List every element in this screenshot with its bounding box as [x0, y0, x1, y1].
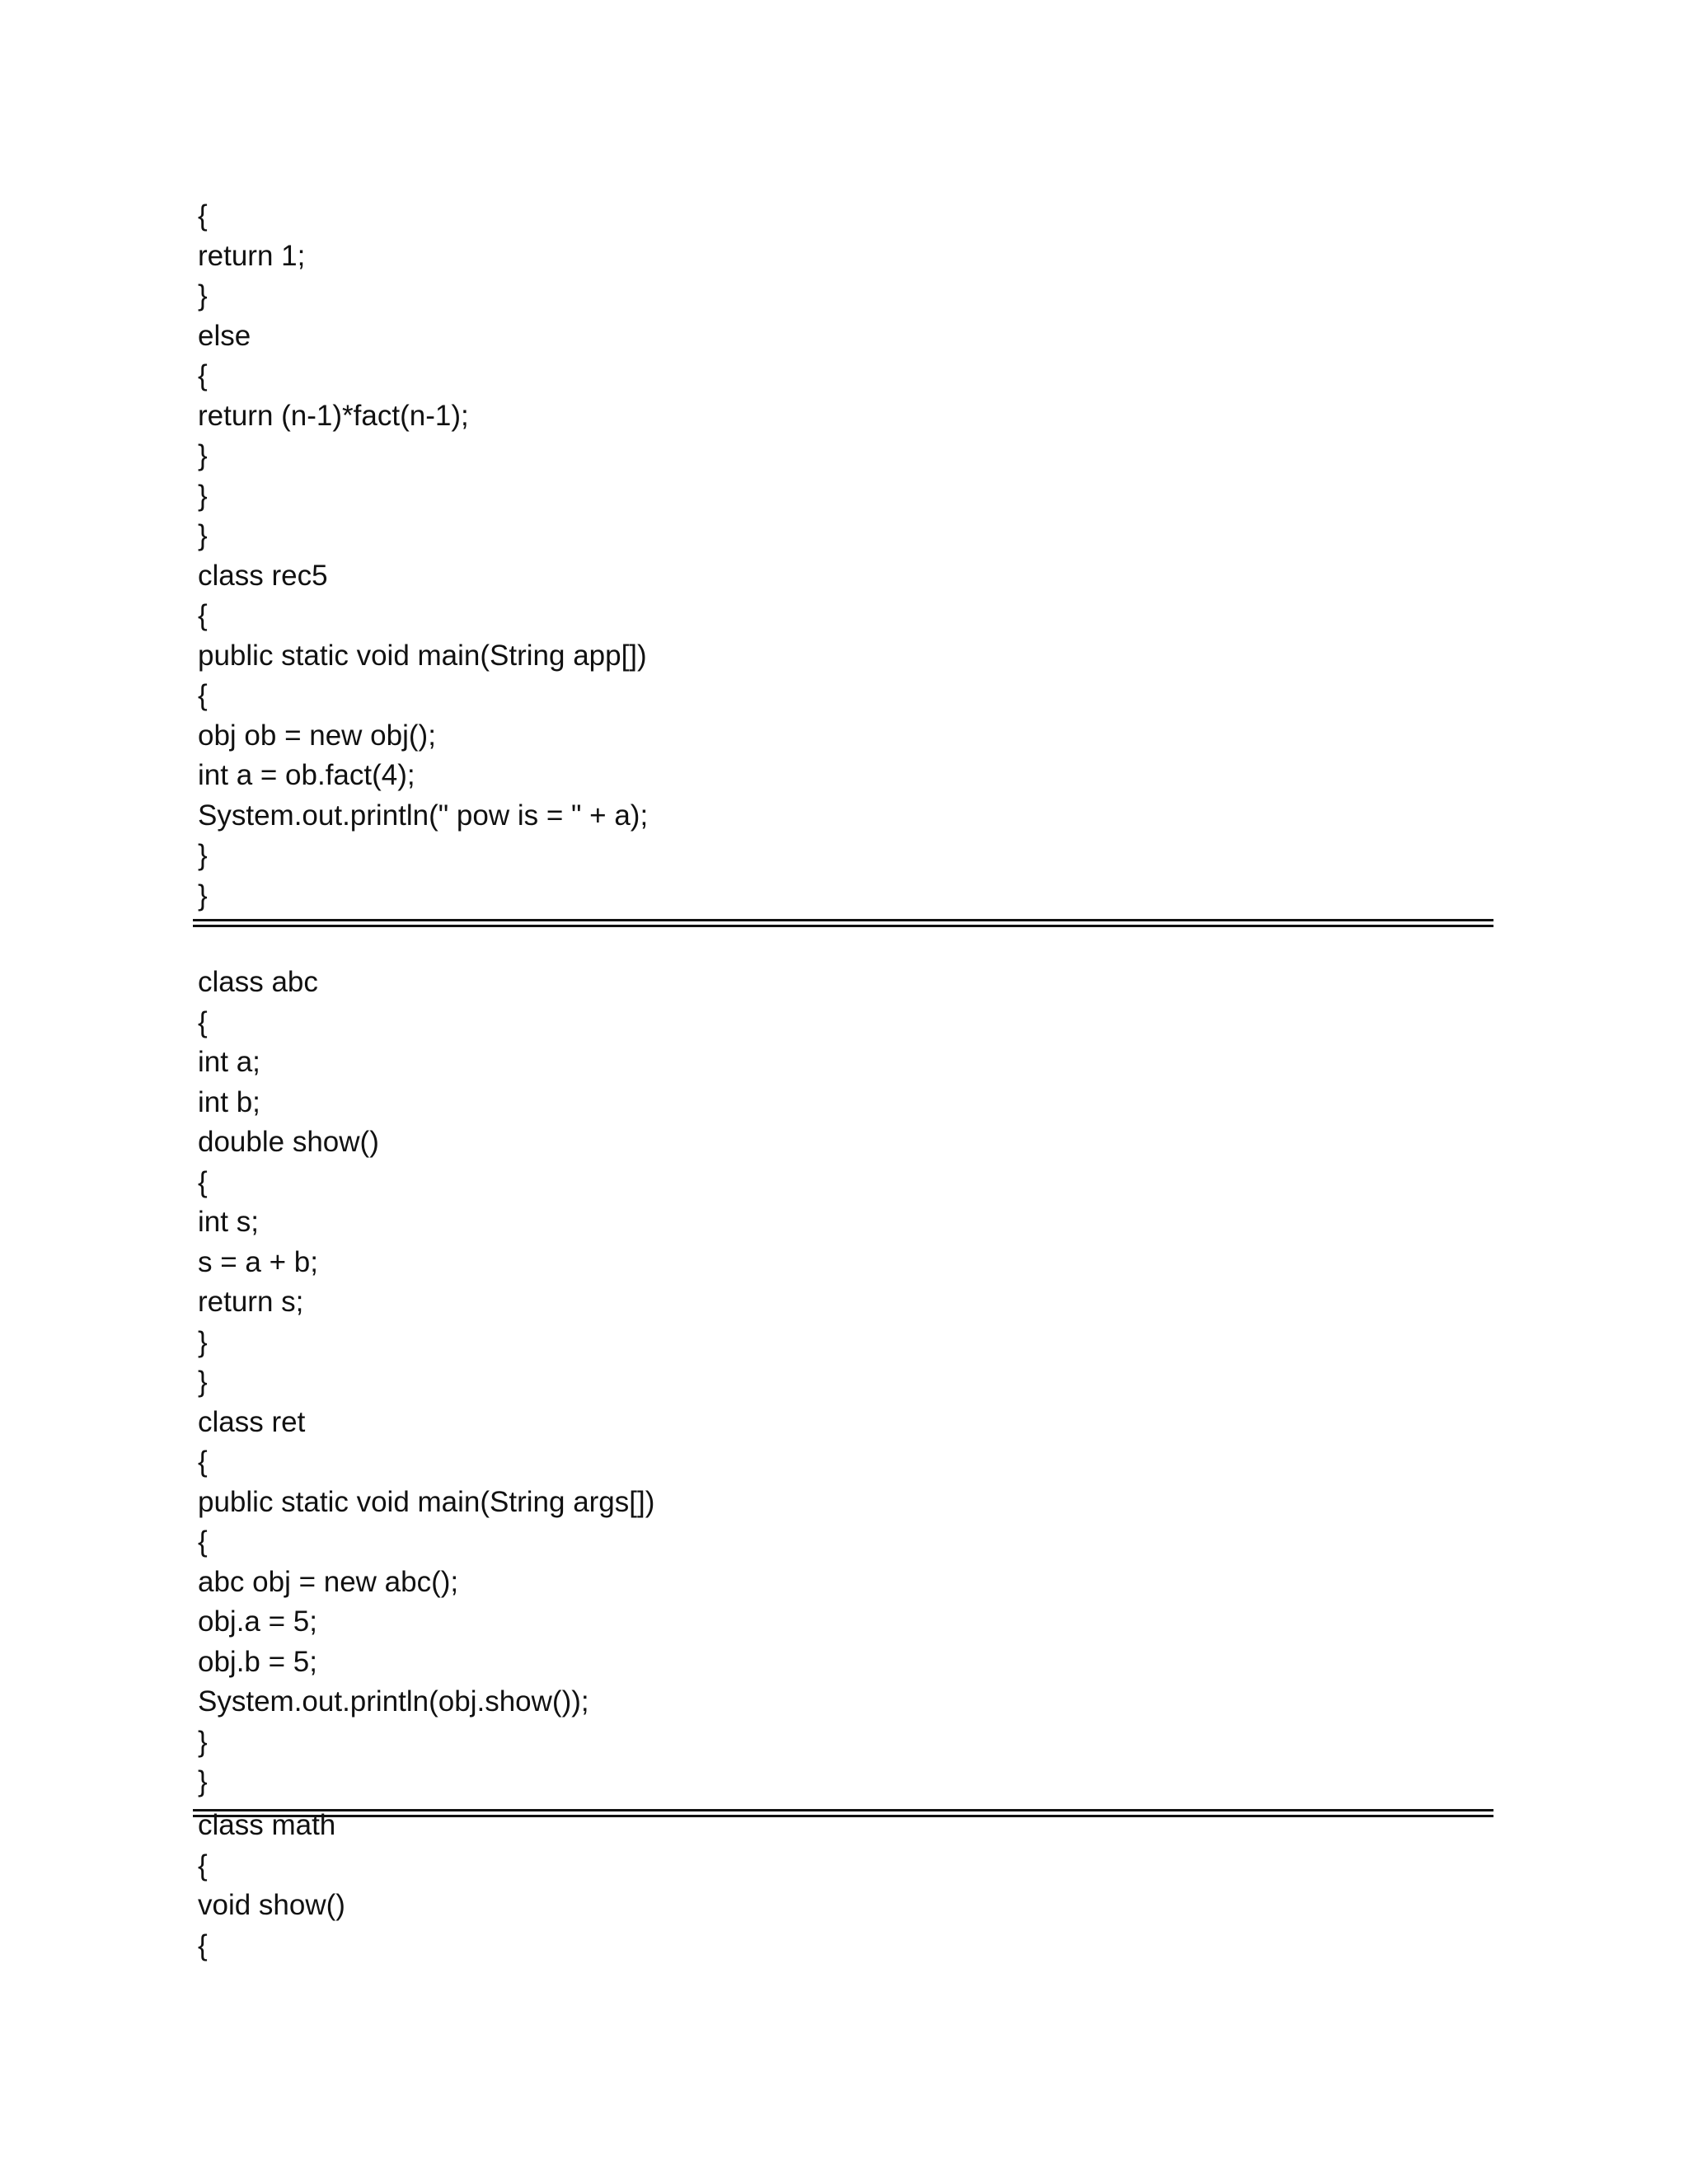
code-line: obj.a = 5;	[198, 1605, 317, 1638]
code-line: }	[198, 839, 208, 871]
code-line: {	[198, 1005, 208, 1038]
code-line: class rec5	[198, 559, 328, 592]
code-line: }	[198, 1366, 208, 1398]
code-line: System.out.println(obj.show());	[198, 1685, 589, 1718]
code-line: }	[198, 519, 208, 551]
code-block-math	[198, 1806, 1492, 1966]
code-line: return (n-1)*fact(n-1);	[198, 399, 469, 432]
code-line: int a;	[198, 1046, 260, 1078]
code-line: s = a + b;	[198, 1245, 318, 1278]
code-line: {	[198, 359, 208, 391]
code-line: else	[198, 319, 251, 352]
code-line: int a = ob.fact(4);	[198, 759, 415, 791]
code-line: public static void main(String args[])	[198, 1485, 655, 1518]
code-line: abc obj = new abc();	[198, 1565, 459, 1598]
code-line: {	[198, 599, 208, 631]
code-line: }	[198, 1725, 208, 1758]
code-line: obj ob = new obj();	[198, 719, 436, 752]
code-line: {	[198, 1929, 208, 1961]
code-line: class ret	[198, 1405, 306, 1438]
code-line: double show()	[198, 1126, 379, 1158]
code-line: {	[198, 1165, 208, 1198]
code-line: return 1;	[198, 239, 306, 272]
code-line: {	[198, 1849, 208, 1882]
code-line: {	[198, 1446, 208, 1478]
code-line: {	[198, 679, 208, 711]
code-line: obj.b = 5;	[198, 1645, 317, 1678]
code-line: }	[198, 1325, 208, 1358]
double-rule-divider	[193, 919, 1493, 927]
code-line: }	[198, 879, 208, 912]
code-line: public static void main(String app[])	[198, 639, 647, 672]
code-line: {	[198, 1526, 208, 1558]
code-line: int b;	[198, 1085, 260, 1118]
code-line: class math	[198, 1809, 336, 1841]
code-block-abc-ret	[198, 963, 1492, 1802]
code-line: }	[198, 1765, 208, 1797]
code-line: class abc	[198, 966, 318, 998]
code-line: void show()	[198, 1889, 345, 1921]
code-line: return s;	[198, 1286, 304, 1318]
code-block-rec5	[198, 196, 1492, 916]
code-line: {	[198, 199, 208, 232]
code-line: int s;	[198, 1206, 259, 1238]
code-line: }	[198, 479, 208, 512]
code-line: }	[198, 279, 208, 312]
code-line: }	[198, 439, 208, 471]
code-line: System.out.println(" pow is = " + a);	[198, 799, 649, 832]
